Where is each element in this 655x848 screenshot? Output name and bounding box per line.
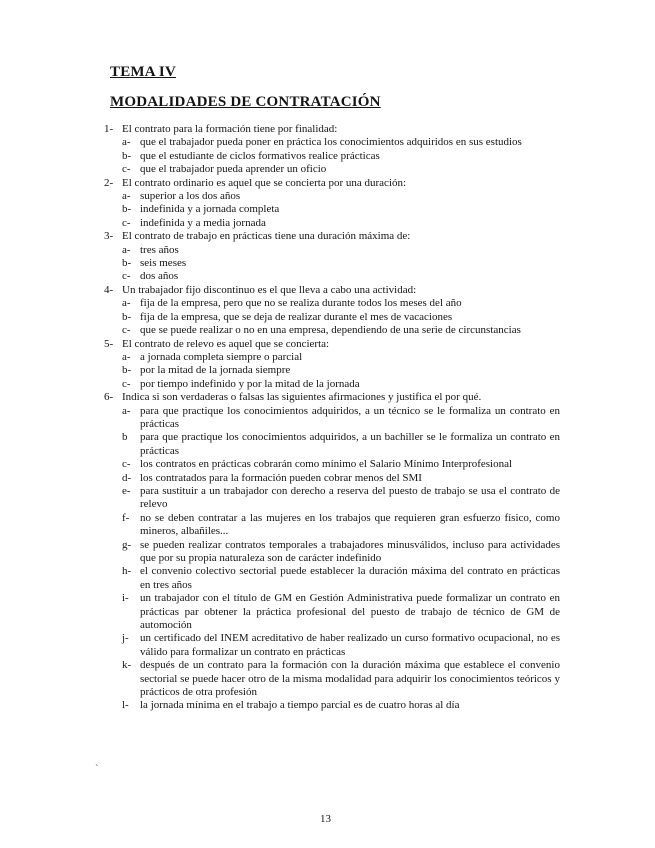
section-heading: MODALIDADES DE CONTRATACIÓN — [110, 94, 381, 110]
question — [104, 123, 560, 177]
question-text: Un trabajador fijo discontinuo es el que lleva a cabo una actividad: — [122, 283, 417, 296]
option — [122, 243, 560, 257]
option-text: tres años — [140, 243, 179, 256]
option — [122, 511, 560, 539]
option — [122, 190, 560, 203]
option — [122, 632, 560, 659]
option-text: se pueden realizar contratos temporales a trabajadores minusválidos, incluso para actividades que por su propia naturaleza son de carácter indefinido — [140, 538, 560, 564]
option-text: los contratos en prácticas cobrarán como mínimo el Salario Mínimo Interprofesional — [140, 458, 513, 471]
option-letter: d- — [122, 471, 132, 484]
option-letter: j- — [122, 632, 129, 645]
option — [122, 471, 560, 485]
option-letter: a- — [122, 243, 131, 256]
option — [122, 592, 560, 632]
option-text: los contratados para la formación pueden cobrar menos del SMI — [140, 471, 422, 484]
option-list — [122, 405, 560, 713]
option-list — [122, 297, 560, 337]
question — [104, 338, 560, 392]
option-letter: b- — [122, 149, 132, 162]
option — [122, 324, 560, 337]
option-letter: b- — [122, 364, 132, 377]
option-letter: k- — [122, 659, 132, 672]
option-letter: h- — [122, 565, 132, 578]
option — [122, 310, 560, 324]
option-text: que el estudiante de ciclos formativos realice prácticas — [140, 149, 380, 162]
option — [122, 565, 560, 592]
option-text: después de un contrato para la formación con la duración máxima que establece el convenio sectorial se puede hacer otro de la misma modalidad para adquirir los conocimientos teóricos y prácticos de otra profesión — [140, 659, 560, 699]
question — [104, 391, 560, 713]
option — [122, 377, 560, 391]
option-letter: a- — [122, 297, 131, 310]
option — [122, 484, 560, 512]
question-number: 5- — [104, 337, 114, 350]
question — [104, 177, 560, 231]
option-letter: c- — [122, 163, 131, 176]
option-letter: c- — [122, 458, 131, 471]
option-letter: c- — [122, 270, 131, 283]
option — [122, 699, 560, 712]
option — [122, 458, 560, 471]
question — [104, 284, 560, 338]
option — [122, 364, 560, 377]
margin-mark: ` — [95, 763, 99, 775]
option-text: por la mitad de la jornada siempre — [140, 364, 291, 377]
option — [122, 350, 560, 364]
option-text: la jornada mínima en el trabajo a tiempo parcial es de cuatro horas al día — [140, 699, 460, 712]
option-letter: e- — [122, 484, 131, 497]
option-letter: b — [122, 431, 128, 444]
option — [122, 149, 560, 163]
option-list — [122, 351, 560, 391]
option — [122, 431, 560, 458]
option-letter: a- — [122, 190, 131, 203]
topic-heading: TEMA IV — [110, 64, 176, 80]
option — [122, 270, 560, 283]
option-letter: a- — [122, 404, 131, 417]
option-text: indefinida y a jornada completa — [140, 203, 280, 216]
option-letter: a- — [122, 350, 131, 363]
option-list — [122, 244, 560, 284]
option-letter: i- — [122, 592, 129, 605]
option — [122, 297, 560, 310]
option-letter: g- — [122, 538, 132, 551]
question-number: 6- — [104, 391, 114, 404]
option-letter: b- — [122, 310, 132, 323]
option — [122, 659, 560, 699]
question-text: El contrato para la formación tiene por finalidad: — [122, 123, 338, 135]
option-letter: b- — [122, 257, 132, 270]
option — [122, 203, 560, 216]
question-list — [104, 123, 560, 713]
option — [122, 136, 560, 149]
question — [104, 230, 560, 284]
option-text: seis meses — [140, 257, 187, 270]
option — [122, 404, 560, 432]
option-text: para que practique los conocimientos adquiridos, a un técnico se le formaliza un contrato en prácticas — [140, 404, 560, 430]
question-number: 1- — [104, 123, 114, 135]
option-text: no se deben contratar a las mujeres en los trabajos que requieren gran esfuerzo físico, como mineros, albañiles... — [140, 511, 560, 538]
option-text: a jornada completa siempre o parcial — [140, 350, 303, 363]
option-letter: b- — [122, 203, 132, 216]
option-text: fija de la empresa, pero que no se realiza durante todos los meses del año — [140, 297, 462, 310]
option-text: que se puede realizar o no en una empresa, dependiendo de una serie de circunstancias — [140, 324, 521, 337]
option-letter: c- — [122, 216, 131, 229]
page-number: 13 — [320, 813, 331, 825]
question-number: 3- — [104, 230, 114, 243]
option-text: superior a los dos años — [140, 190, 241, 203]
option — [122, 538, 560, 566]
option-list — [122, 190, 560, 230]
option — [122, 257, 560, 270]
question-number: 4- — [104, 283, 114, 296]
question-text: El contrato de relevo es aquel que se concierta: — [122, 337, 330, 350]
option-letter: f- — [122, 511, 130, 524]
option-letter: l- — [122, 699, 129, 712]
option-text: que el trabajador pueda aprender un oficio — [140, 163, 327, 176]
option — [122, 163, 560, 176]
option-text: que el trabajador pueda poner en práctica los conocimientos adquiridos en sus estudios — [140, 136, 522, 149]
option-list — [122, 136, 560, 176]
option-text: para que practique los conocimientos adquiridos, a un bachiller se le formaliza un contrato en prácticas — [140, 431, 560, 457]
option-text: fija de la empresa, que se deja de realizar durante el mes de vacaciones — [140, 310, 453, 323]
question-text: Indica si son verdaderas o falsas las siguientes afirmaciones y justifica el por qué. — [122, 391, 482, 404]
option-text: un trabajador con el título de GM en Gestión Administrativa puede formalizar un contrato en prácticas par obtener la práctica profesional del puesto de trabajo de técnico de GM de automoción — [140, 592, 560, 632]
option-text: el convenio colectivo sectorial puede establecer la duración máxima del contrato en prácticas en tres años — [140, 565, 560, 591]
option — [122, 216, 560, 230]
question-text: El contrato de trabajo en prácticas tiene una duración máxima de: — [122, 230, 411, 243]
option-text: para sustituir a un trabajador con derecho a reserva del puesto de trabajo se usa el contrato de relevo — [140, 484, 560, 511]
option-letter: c- — [122, 324, 131, 337]
option-text: indefinida y a media jornada — [140, 216, 266, 229]
option-letter: c- — [122, 377, 131, 390]
option-text: por tiempo indefinido y por la mitad de la jornada — [140, 377, 360, 390]
option-text: un certificado del INEM acreditativo de haber realizado un curso formativo ocupacional, no es válido para formalizar un contrato en prácticas — [140, 632, 560, 658]
question-text: El contrato ordinario es aquel que se concierta por una duración: — [122, 176, 407, 189]
option-text: dos años — [140, 270, 179, 283]
question-number: 2- — [104, 176, 114, 189]
option-letter: a- — [122, 136, 131, 149]
